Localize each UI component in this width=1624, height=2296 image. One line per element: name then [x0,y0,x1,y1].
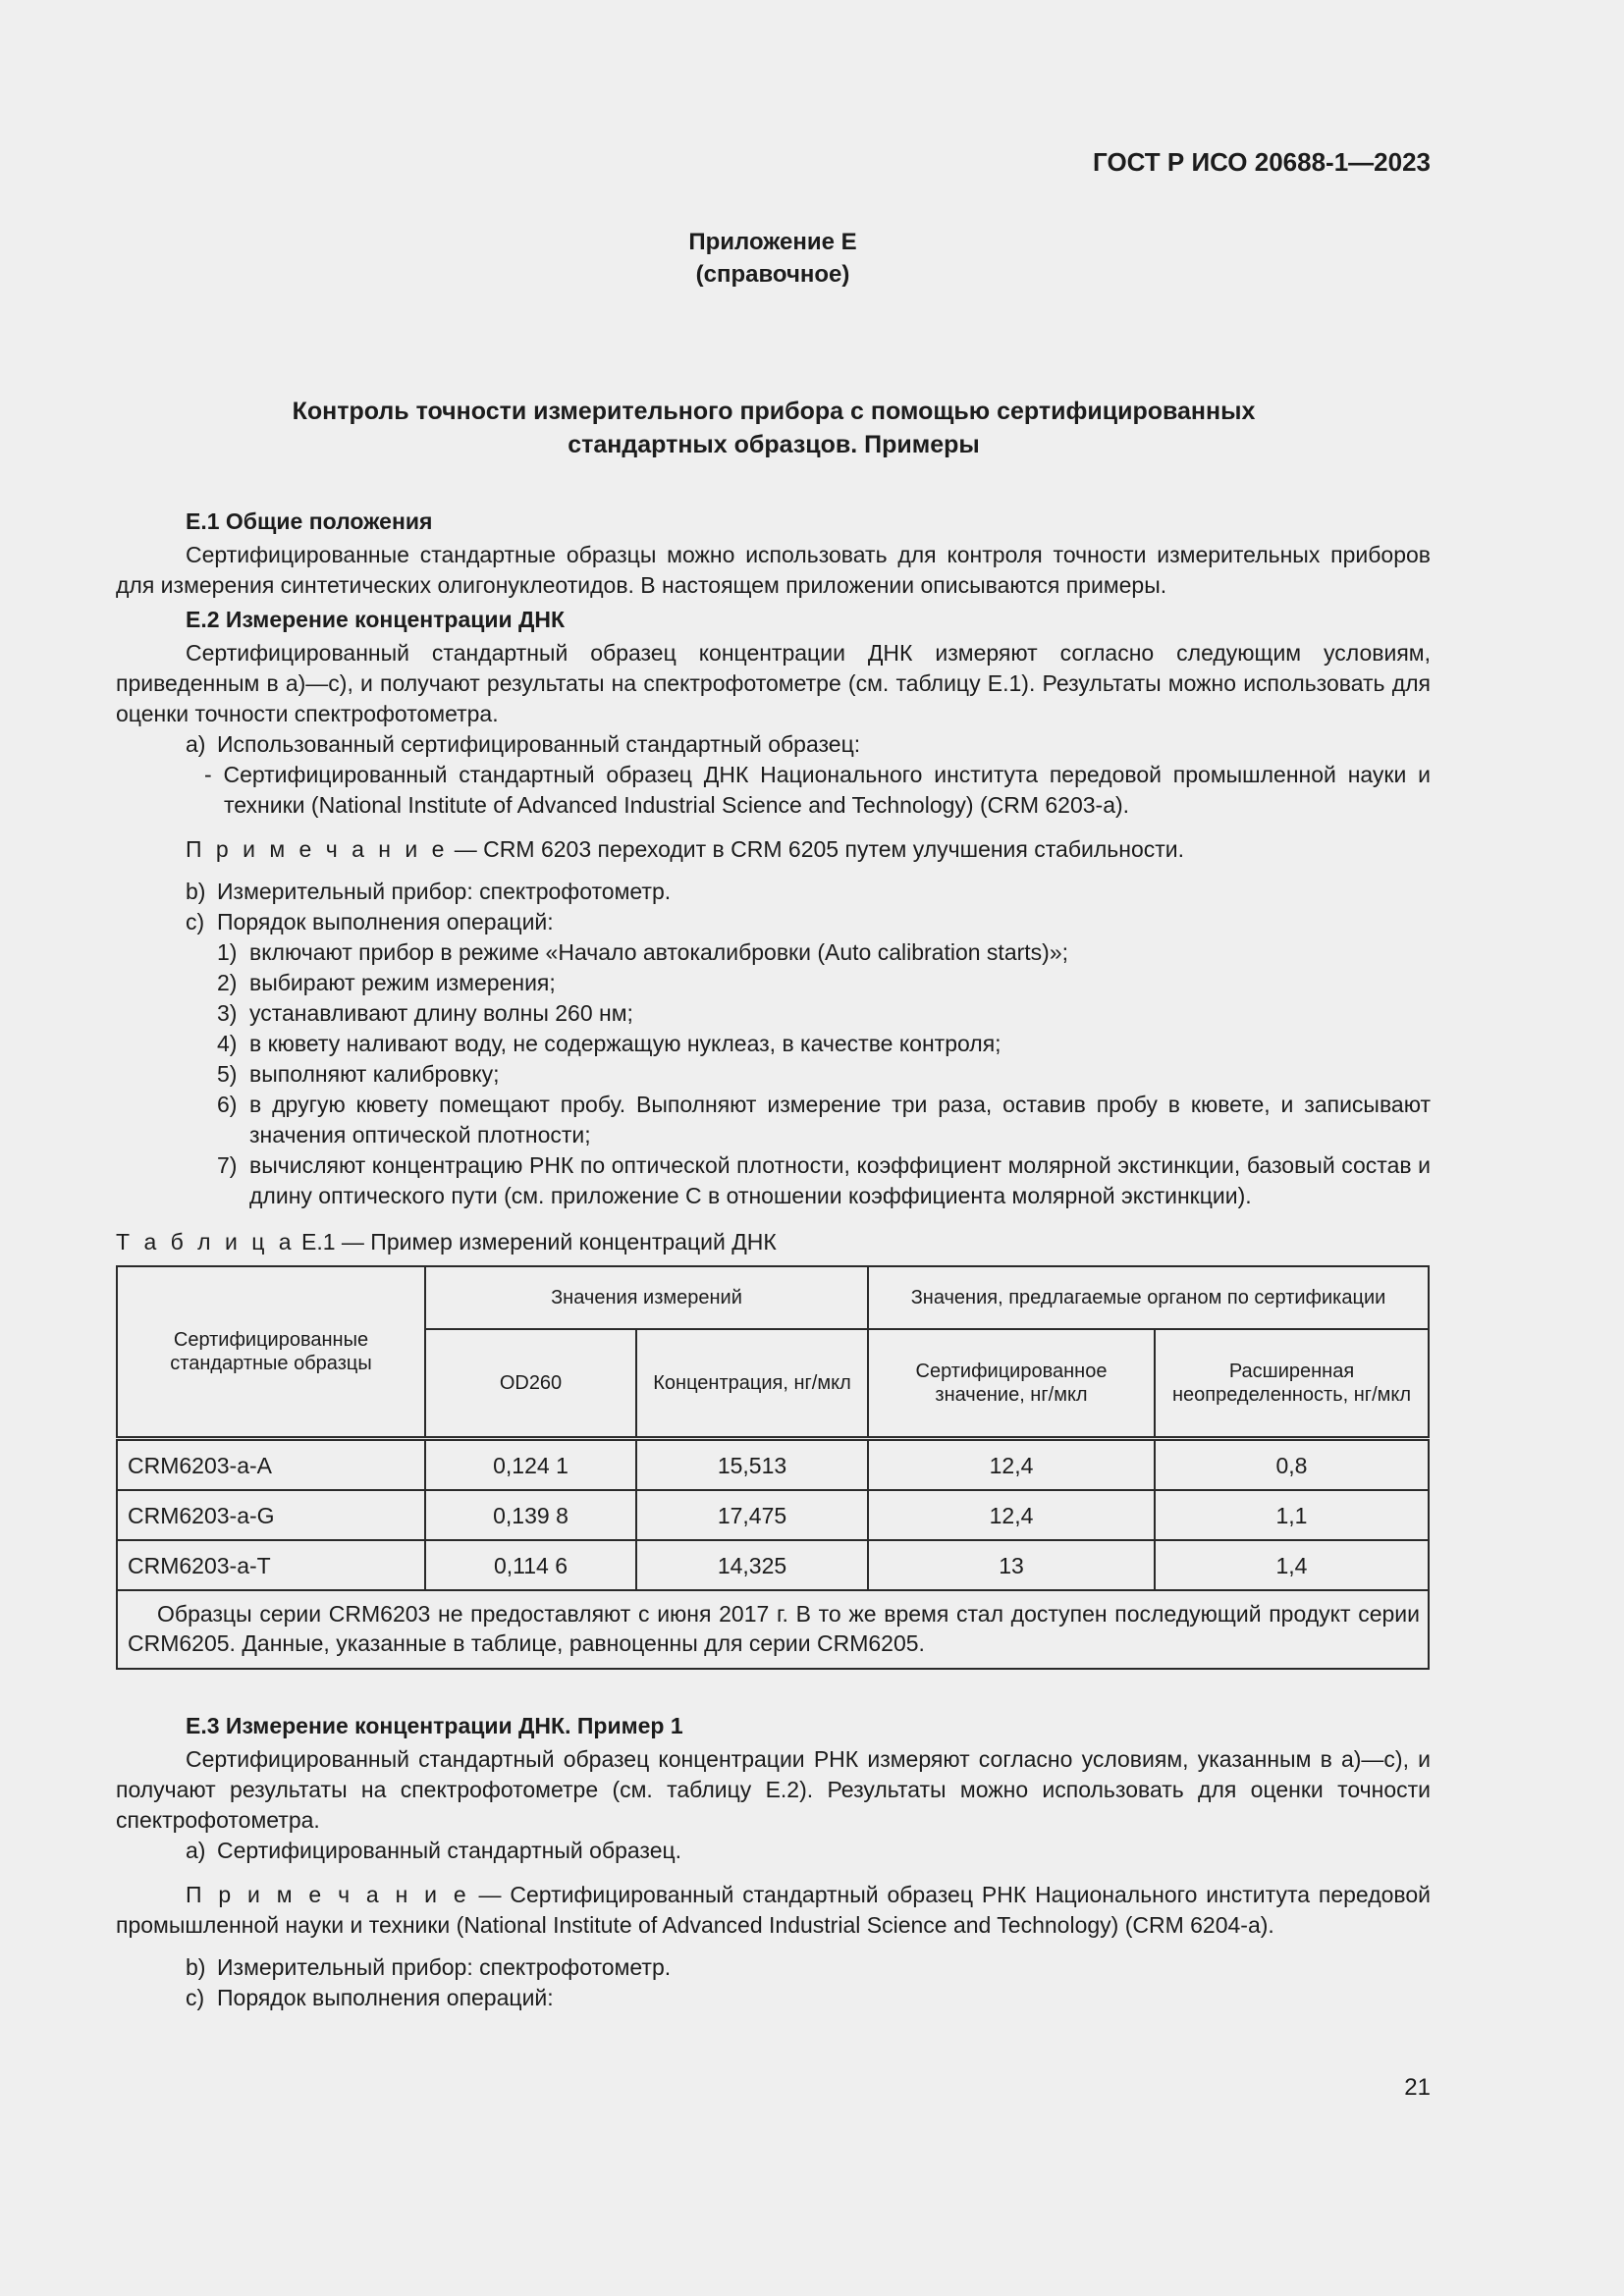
note [116,834,1431,865]
list-item-b [116,1952,1431,1983]
annex-title [196,395,1351,461]
step-text: вычисляют концентрацию РНК по оптической плотности, коэффициент молярной экстинкции, базовый состав и длину оптического пути (см. приложение C в отношении коэффициента молярной экстинкции). [249,1152,1431,1208]
step-text: выполняют калибровку; [249,1061,500,1087]
table-row [117,1540,1429,1590]
step-item [116,998,1431,1029]
annex-heading [589,226,956,291]
list-item-b [116,877,1431,907]
section-e1-paragraph: Сертифицированные стандартные образцы можно использовать для контроля точности измерительных приборов для измерения синтетических олигонуклеотидов. В настоящем приложении описываются примеры. [116,542,1431,598]
table-cell-cert-value: 13 [868,1540,1155,1590]
note-text: — Сертифицированный стандартный образец РНК Национального института передовой промышленной науки и техники (National Institute of Advanced Industrial Science and Technology) (CRM 6204-a). [116,1882,1432,1938]
step-text: устанавливают длину волны 260 нм; [249,1000,633,1026]
table-header-certified: Значения, предлагаемые органом по сертификации [868,1266,1429,1329]
table-row [117,1439,1429,1491]
step-item [116,1150,1431,1211]
table-cell-concentration: 17,475 [636,1490,868,1540]
list-item-text: Сертифицированный стандартный образец. [217,1838,682,1863]
section-e3-paragraph: Сертифицированный стандартный образец концентрации РНК измеряют согласно условиям, указанным в a)—c), и получают результаты на спектрофотометре (см. таблицу E.2). Результаты можно использовать для оценки точности спектрофотометра. [116,1746,1431,1833]
list-item-c [116,907,1431,937]
section-e3-heading: E.3 Измерение концентрации ДНК. Пример 1 [186,1713,683,1738]
list-marker: b) [186,1954,206,1980]
table-cell-sample: CRM6203-a-T [117,1540,425,1590]
table-header-cert-value: Сертифицированное значение, нг/мкл [868,1329,1155,1439]
list-item-a [116,729,1431,760]
table-caption-label: Т а б л и ц а [116,1229,296,1255]
list-marker: b) [186,879,206,904]
note-text: — CRM 6203 переходит в CRM 6205 путем улучшения стабильности. [448,836,1185,862]
step-number: 3) [217,1000,238,1026]
table-cell-sample: CRM6203-a-A [117,1439,425,1491]
step-number: 7) [217,1152,238,1178]
step-number: 2) [217,970,238,995]
annex-label: Приложение E [688,229,857,255]
annex-title-line-1: Контроль точности измерительного прибора с помощью сертифицированных [292,398,1256,425]
table-cell-od: 0,114 6 [425,1540,636,1590]
table-cell-uncertainty: 1,1 [1155,1490,1429,1540]
list-item-c [116,1983,1431,2013]
table-cell-concentration: 14,325 [636,1540,868,1590]
list-item-text: Измерительный прибор: спектрофотометр. [217,1954,672,1980]
step-item [116,1090,1431,1150]
annex-title-line-2: стандартных образцов. Примеры [568,431,980,458]
annex-type: (справочное) [695,261,850,288]
list-marker: a) [186,1838,206,1863]
measurement-table [116,1265,1430,1670]
section-e1 [116,507,1431,2013]
table-cell-cert-value: 12,4 [868,1439,1155,1491]
table-cell-od: 0,139 8 [425,1490,636,1540]
list-marker: c) [186,1985,205,2010]
table-cell-concentration: 15,513 [636,1439,868,1491]
list-marker: a) [186,731,206,757]
table-row [117,1490,1429,1540]
table-cell-cert-value: 12,4 [868,1490,1155,1540]
step-number: 4) [217,1031,238,1056]
step-number: 1) [217,939,238,965]
note [116,1880,1431,1941]
table-cell-uncertainty: 1,4 [1155,1540,1429,1590]
table-cell-uncertainty: 0,8 [1155,1439,1429,1491]
step-item [116,1059,1431,1090]
page-number: 21 [1404,2074,1431,2101]
section-e1-heading: E.1 Общие положения [186,508,433,534]
table-header-od: OD260 [425,1329,636,1439]
step-item [116,1029,1431,1059]
list-item-text: Использованный сертифицированный стандартный образец: [217,731,861,757]
note-label: П р и м е ч а н и е [186,1882,470,1907]
table-header-uncertainty: Расширенная неопределенность, нг/мкл [1155,1329,1429,1439]
note-label: П р и м е ч а н и е [186,836,449,862]
list-subitem: - Сертифицированный стандартный образец ДНК Национального института передовой промышленной науки и техники (National Institute of Advanced Industrial Science and Technology) (CRM 6203-a). [204,762,1431,818]
step-text: включают прибор в режиме «Начало автокалибровки (Auto calibration starts)»; [249,939,1069,965]
list-item-text: Порядок выполнения операций: [217,909,554,934]
table-cell-sample: CRM6203-a-G [117,1490,425,1540]
step-text: в кювету наливают воду, не содержащую нуклеаз, в качестве контроля; [249,1031,1001,1056]
step-text: выбирают режим измерения; [249,970,556,995]
step-number: 6) [217,1092,238,1117]
list-marker: c) [186,909,205,934]
table-header-measured: Значения измерений [425,1266,868,1329]
table-caption [116,1227,1431,1257]
section-e2-paragraph: Сертифицированный стандартный образец концентрации ДНК измеряют согласно следующим условиям, приведенным в a)—c), и получают результаты на спектрофотометре (см. таблицу E.1). Результаты можно использовать для оценки точности спектрофотометра. [116,640,1431,726]
table-header-sample: Сертифицированные стандартные образцы [117,1266,425,1439]
table-caption-text: E.1 — Пример измерений концентраций ДНК [295,1229,777,1255]
table-header-concentration: Концентрация, нг/мкл [636,1329,868,1439]
step-text: в другую кювету помещают пробу. Выполняют измерение три раза, оставив пробу в кювете, и записывают значения оптической плотности; [249,1092,1431,1148]
standard-id: ГОСТ Р ИСО 20688-1—2023 [1093,147,1431,177]
list-item-text: Порядок выполнения операций: [217,1985,554,2010]
section-e2-heading: E.2 Измерение концентрации ДНК [186,607,566,632]
step-number: 5) [217,1061,238,1087]
table-cell-od: 0,124 1 [425,1439,636,1491]
table-footnote: Образцы серии CRM6203 не предоставляют с июня 2017 г. В то же время стал доступен последующий продукт серии CRM6205. Данные, указанные в таблице, равноценны для серии CRM6205. [117,1590,1429,1669]
list-item-text: Измерительный прибор: спектрофотометр. [217,879,672,904]
step-item [116,968,1431,998]
step-item [116,937,1431,968]
list-item-a [116,1836,1431,1866]
